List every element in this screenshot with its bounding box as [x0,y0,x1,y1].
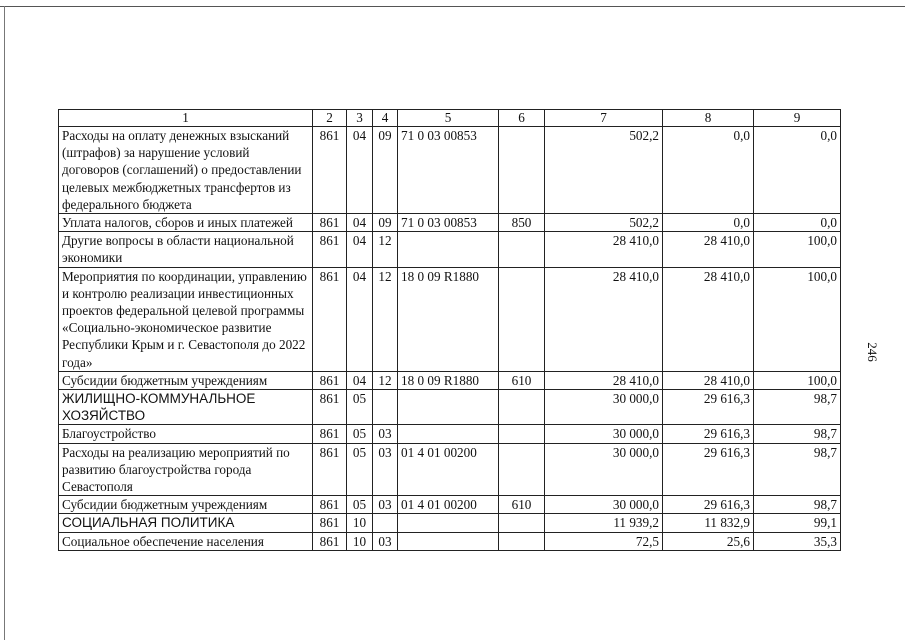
target-article-cell: 01 4 01 00200 [398,443,499,496]
section-code-cell: 04 [347,214,373,232]
row-name-cell: Благоустройство [59,425,313,443]
subsection-code-cell: 09 [373,127,398,214]
ministry-code-cell: 861 [313,443,347,496]
section-code-cell: 10 [347,532,373,550]
planned-amount-cell: 502,2 [545,127,663,214]
execution-percent-cell: 100,0 [754,267,841,371]
section-code-cell: 04 [347,371,373,389]
section-code-cell: 05 [347,390,373,425]
subsection-code-cell: 12 [373,232,398,267]
ministry-code-cell: 861 [313,267,347,371]
executed-amount-cell: 29 616,3 [663,425,754,443]
page-edge-top [0,6,905,7]
ministry-code-cell: 861 [313,514,347,532]
subsection-code-cell: 03 [373,443,398,496]
expense-type-cell [499,390,545,425]
target-article-cell [398,232,499,267]
table-row [59,232,841,267]
target-article-cell: 01 4 01 00200 [398,496,499,514]
expense-type-cell: 850 [499,214,545,232]
execution-percent-cell: 98,7 [754,496,841,514]
target-article-cell: 71 0 03 00853 [398,127,499,214]
row-name-cell: Уплата налогов, сборов и иных платежей [59,214,313,232]
execution-percent-cell: 0,0 [754,127,841,214]
execution-percent-cell: 98,7 [754,425,841,443]
planned-amount-cell: 28 410,0 [545,371,663,389]
expense-type-cell [499,532,545,550]
executed-amount-cell: 29 616,3 [663,390,754,425]
execution-percent-cell: 35,3 [754,532,841,550]
executed-amount-cell: 11 832,9 [663,514,754,532]
ministry-code-cell: 861 [313,214,347,232]
subsection-code-cell: 03 [373,532,398,550]
section-code-cell: 05 [347,496,373,514]
table-row [59,443,841,496]
expense-type-cell [499,443,545,496]
table-row [59,267,841,371]
header-cell: 7 [545,110,663,127]
ministry-code-cell: 861 [313,232,347,267]
execution-percent-cell: 0,0 [754,214,841,232]
ministry-code-cell: 861 [313,532,347,550]
page-number: 246 [864,342,880,362]
expense-type-cell [499,127,545,214]
row-name-cell: Мероприятия по координации, управлению и контролю реализации инвестиционных проектов федеральной целевой программы «Социально-экономическое развитие Республики Крым и г. Севастополя до 2022 года» [59,267,313,371]
header-cell: 2 [313,110,347,127]
planned-amount-cell: 72,5 [545,532,663,550]
section-code-cell: 04 [347,267,373,371]
expense-type-cell [499,425,545,443]
page-edge-left [4,6,5,640]
ministry-code-cell: 861 [313,496,347,514]
section-code-cell: 10 [347,514,373,532]
header-cell: 9 [754,110,841,127]
planned-amount-cell: 502,2 [545,214,663,232]
budget-table [58,109,841,551]
row-name-cell: СОЦИАЛЬНАЯ ПОЛИТИКА [59,514,313,532]
subsection-code-cell: 12 [373,371,398,389]
expense-type-cell [499,232,545,267]
ministry-code-cell: 861 [313,371,347,389]
header-cell: 3 [347,110,373,127]
execution-percent-cell: 99,1 [754,514,841,532]
execution-percent-cell: 98,7 [754,443,841,496]
header-cell: 4 [373,110,398,127]
subsection-code-cell [373,514,398,532]
table-row [59,127,841,214]
section-code-cell: 04 [347,232,373,267]
row-name-cell: Социальное обеспечение населения [59,532,313,550]
planned-amount-cell: 11 939,2 [545,514,663,532]
header-cell: 6 [499,110,545,127]
header-cell: 5 [398,110,499,127]
expense-type-cell: 610 [499,496,545,514]
target-article-cell: 18 0 09 R1880 [398,371,499,389]
target-article-cell [398,532,499,550]
expense-type-cell: 610 [499,371,545,389]
row-name-cell: Другие вопросы в области национальной экономики [59,232,313,267]
row-name-cell: ЖИЛИЩНО-КОММУНАЛЬНОЕ ХОЗЯЙСТВО [59,390,313,425]
row-name-cell: Расходы на оплату денежных взысканий (штрафов) за нарушение условий договоров (соглашений) о предоставлении целевых межбюджетных трансфертов из федерального бюджета [59,127,313,214]
header-cell: 1 [59,110,313,127]
subsection-code-cell: 03 [373,496,398,514]
execution-percent-cell: 100,0 [754,371,841,389]
executed-amount-cell: 29 616,3 [663,496,754,514]
row-name-cell: Субсидии бюджетным учреждениям [59,496,313,514]
ministry-code-cell: 861 [313,390,347,425]
target-article-cell: 18 0 09 R1880 [398,267,499,371]
section-code-cell: 05 [347,425,373,443]
planned-amount-cell: 30 000,0 [545,496,663,514]
executed-amount-cell: 28 410,0 [663,232,754,267]
table-row [59,532,841,550]
expense-type-cell [499,514,545,532]
row-name-cell: Расходы на реализацию мероприятий по развитию благоустройства города Севастополя [59,443,313,496]
section-code-cell: 04 [347,127,373,214]
executed-amount-cell: 28 410,0 [663,371,754,389]
section-code-cell: 05 [347,443,373,496]
subsection-code-cell [373,390,398,425]
execution-percent-cell: 100,0 [754,232,841,267]
table-row [59,496,841,514]
subsection-code-cell: 03 [373,425,398,443]
executed-amount-cell: 25,6 [663,532,754,550]
ministry-code-cell: 861 [313,127,347,214]
subsection-code-cell: 09 [373,214,398,232]
executed-amount-cell: 0,0 [663,214,754,232]
table-header-row [59,110,841,127]
header-cell: 8 [663,110,754,127]
executed-amount-cell: 29 616,3 [663,443,754,496]
target-article-cell: 71 0 03 00853 [398,214,499,232]
executed-amount-cell: 28 410,0 [663,267,754,371]
target-article-cell [398,514,499,532]
table-row [59,425,841,443]
planned-amount-cell: 28 410,0 [545,267,663,371]
execution-percent-cell: 98,7 [754,390,841,425]
table-row [59,214,841,232]
table-row [59,390,841,425]
ministry-code-cell: 861 [313,425,347,443]
subsection-code-cell: 12 [373,267,398,371]
table-row [59,514,841,532]
planned-amount-cell: 28 410,0 [545,232,663,267]
expense-type-cell [499,267,545,371]
table-row [59,371,841,389]
planned-amount-cell: 30 000,0 [545,390,663,425]
row-name-cell: Субсидии бюджетным учреждениям [59,371,313,389]
executed-amount-cell: 0,0 [663,127,754,214]
planned-amount-cell: 30 000,0 [545,425,663,443]
target-article-cell [398,390,499,425]
target-article-cell [398,425,499,443]
planned-amount-cell: 30 000,0 [545,443,663,496]
